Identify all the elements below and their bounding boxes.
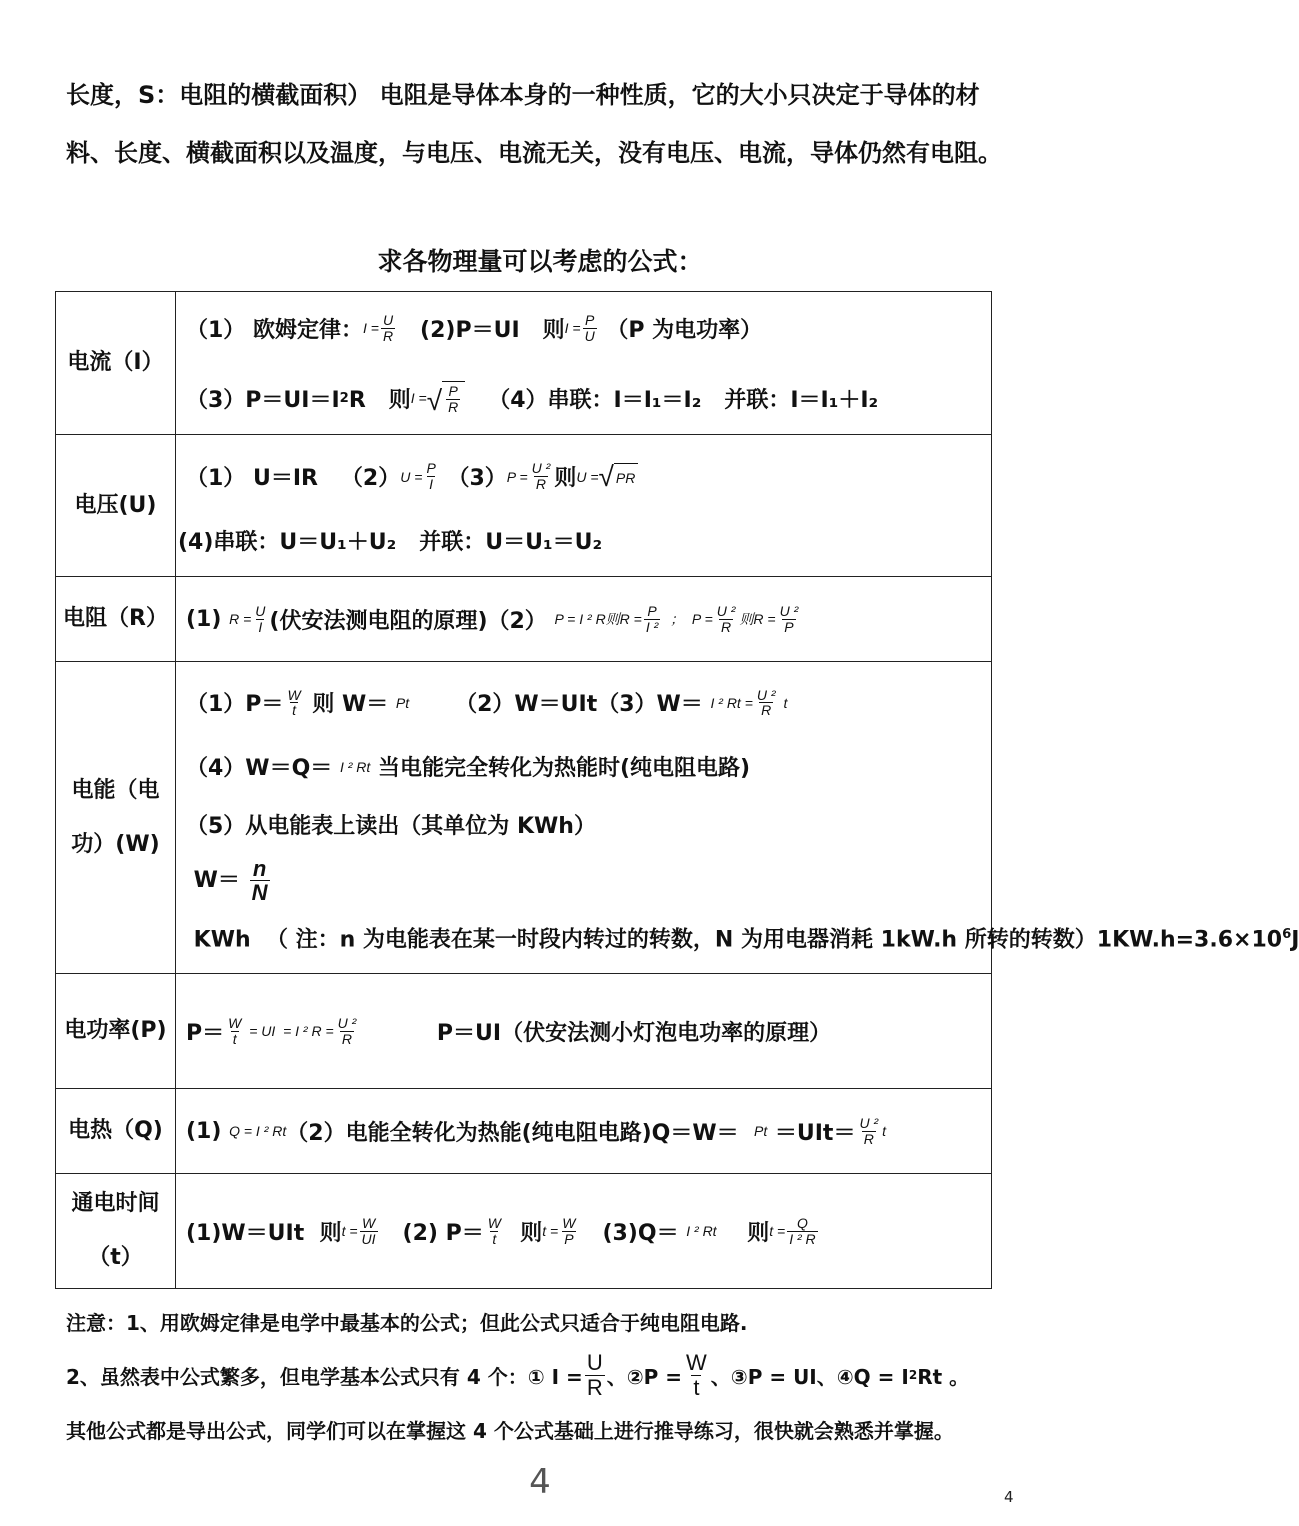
formula-text: （5）从电能表上读出（其单位为 KWh） — [186, 814, 596, 840]
numerator: n — [252, 856, 267, 882]
denominator: U — [584, 327, 595, 344]
formula-text: I = — [564, 320, 581, 336]
denominator: I ² — [645, 618, 659, 635]
radicand: PR — [614, 463, 638, 491]
radical-sign: √ — [598, 460, 614, 492]
formula-line — [186, 996, 991, 1066]
row-header-time: 通电时间（t） — [56, 1174, 176, 1289]
formula-text: （1） U＝IR （2） — [186, 466, 401, 491]
formula-text: （2）电能全转化为热能(纯电阻电路)Q＝W＝ — [286, 1120, 754, 1146]
row-content-voltage — [176, 435, 992, 577]
row-content-energy — [176, 662, 1299, 974]
formula-line — [186, 854, 1299, 967]
formula-text: (3)Q＝ — [579, 1220, 687, 1246]
formula-text: (2)P＝UI 则 — [397, 317, 565, 343]
formula-text: J — [1291, 927, 1299, 953]
row-header-current: 电流（I） — [56, 292, 176, 435]
fraction — [226, 1016, 243, 1046]
fraction — [787, 1216, 817, 1246]
numerator: U ² — [779, 602, 799, 619]
formula-text: = UI = I ² R = — [245, 1023, 334, 1039]
denominator: t — [232, 1030, 237, 1047]
fraction — [381, 313, 395, 343]
numerator: W — [287, 686, 301, 703]
fraction — [285, 688, 302, 718]
numerator: U ² — [716, 602, 736, 619]
row-time — [56, 1174, 992, 1289]
formula-text: （4）串联：I＝I₁＝I₂ 并联：I＝I₁＋I₂ — [465, 387, 879, 413]
row-header-heat: 电热（Q) — [56, 1089, 176, 1174]
note-text: Rt 。 — [917, 1364, 970, 1389]
formula-text: （4）W＝Q＝ — [186, 756, 340, 782]
numerator: P — [647, 602, 657, 619]
row-content-current — [176, 292, 992, 435]
formula-text: （1） 欧姆定律： — [186, 317, 363, 343]
denominator: R — [863, 1130, 874, 1147]
row-header-power: 电功率(P) — [56, 974, 176, 1089]
formula-line — [186, 363, 991, 433]
superscript: 2 — [908, 1368, 918, 1382]
numerator: P — [584, 311, 595, 328]
note-line — [66, 1300, 1056, 1342]
intro-paragraph: 长度，S：电阻的横截面积） 电阻是导体本身的一种性质，它的大小只决定于导体的材料、长度、横截面积以及温度，与电压、电流无关，没有电压、电流，导体仍然有电阻。 — [66, 81, 1002, 167]
row-power — [56, 974, 992, 1089]
formula-text: (2) P＝ — [379, 1220, 484, 1246]
formula-text: t — [779, 694, 788, 711]
formula-text: Pt — [753, 1123, 768, 1139]
formula-text: KWh （ 注：n 为电能表在某一时段内转过的转数，N 为用电器消耗 1kW.h 所转的转数）1KW.h=3.6×10 — [186, 927, 1283, 953]
formula-text: P = I ² R则R = — [554, 611, 642, 627]
fraction — [684, 1351, 709, 1398]
note-line — [66, 1342, 1056, 1408]
fraction — [253, 604, 267, 634]
numerator: W — [487, 1214, 501, 1231]
formula-text: (1)W＝UIt 则 — [186, 1220, 342, 1246]
row-header-voltage: 电压(U) — [56, 435, 176, 577]
numerator: U — [255, 602, 266, 619]
fraction — [446, 384, 460, 414]
formula-text: U = — [400, 468, 423, 485]
denominator: UI — [361, 1230, 376, 1247]
formula-text: I ² Rt — [686, 1223, 717, 1239]
numerator: U ² — [337, 1014, 357, 1031]
formula-text: P = — [506, 468, 528, 485]
formula-text: (伏安法测电阻的原理)（2） — [269, 608, 555, 634]
numerator: U ² — [531, 460, 551, 477]
row-content-time — [176, 1174, 992, 1289]
numerator: P — [448, 383, 458, 400]
formula-text: 则 — [554, 466, 577, 491]
fraction — [560, 1216, 577, 1246]
numerator: P — [426, 460, 436, 477]
square-root — [598, 460, 639, 492]
numerator: U ² — [756, 686, 776, 703]
formula-text: (1) — [186, 606, 230, 632]
formula-line — [186, 293, 991, 363]
numerator: Q — [796, 1214, 808, 1231]
radical-sign: √ — [426, 384, 443, 416]
formula-table — [55, 291, 1299, 1289]
fraction — [857, 1116, 880, 1146]
note-text: 其他公式都是导出公式，同学们可以在掌握这 4 个公式基础上进行推导练习，很快就会熟悉并掌握。 — [66, 1418, 954, 1443]
denominator: R — [382, 327, 394, 344]
formula-text: 则 W＝ — [304, 692, 396, 718]
denominator: R — [586, 1374, 603, 1400]
formula-text: t = — [542, 1223, 559, 1239]
section-title: 求各物理量可以考虑的公式： — [377, 247, 703, 276]
fraction — [360, 1216, 378, 1246]
square-root — [427, 381, 466, 414]
denominator: R — [761, 702, 772, 719]
formula-text: t = — [341, 1223, 358, 1239]
fraction — [778, 604, 801, 634]
numerator: W — [562, 1214, 576, 1231]
formula-line — [186, 1096, 991, 1166]
row-heat — [56, 1089, 992, 1174]
formula-text: （P 为电功率） — [598, 317, 763, 343]
row-resistance — [56, 577, 992, 662]
numerator: U — [382, 311, 394, 328]
formula-line — [186, 738, 991, 796]
formula-text: W＝ — [186, 867, 240, 893]
fraction — [715, 604, 738, 634]
page-number: 4 — [529, 1462, 551, 1502]
formula-text: R = — [229, 611, 252, 627]
numerator: W — [361, 1214, 376, 1231]
formula-text: (4)串联：U＝U₁＋U₂ 并联：U＝U₁＝U₂ — [178, 530, 603, 555]
row-header-resistance: 电阻（R） — [56, 577, 176, 662]
formula-line — [186, 668, 991, 738]
formula-text: ＝UIt＝ — [767, 1120, 856, 1146]
note-text: 2、虽然表中公式繁多，但电学基本公式只有 4 个：① I = — [66, 1364, 583, 1389]
fraction — [585, 1351, 605, 1398]
formula-text: (1) — [186, 1118, 230, 1144]
row-header-energy: 电能（电功）(W) — [56, 662, 176, 974]
formula-text: （3） — [439, 466, 507, 491]
row-voltage — [56, 435, 992, 577]
denominator: N — [251, 880, 268, 906]
denominator: P — [564, 1230, 574, 1247]
formula-text: （2）W＝UIt（3）W＝ — [409, 692, 711, 718]
note-text: 、②P = — [606, 1364, 683, 1389]
denominator: R — [721, 618, 732, 635]
formula-text: Pt — [395, 694, 410, 711]
denominator: t — [693, 1374, 700, 1400]
denominator: R — [448, 399, 459, 415]
formula-text: I = — [362, 320, 379, 336]
fraction — [530, 461, 553, 491]
notes — [66, 1300, 1056, 1450]
formula-line — [186, 584, 991, 654]
denominator: I ² R — [789, 1230, 816, 1247]
row-content-heat — [176, 1089, 992, 1174]
fraction — [250, 857, 270, 904]
formula-text: U = — [576, 468, 599, 485]
formula-text: I = — [410, 390, 427, 406]
fraction — [583, 313, 597, 343]
formula-text: （3）P＝UI＝I — [186, 387, 340, 413]
formula-text: P＝ — [186, 1020, 225, 1046]
formula-text: 则R = — [739, 611, 776, 627]
numerator: U — [586, 1350, 603, 1376]
denominator: R — [535, 476, 547, 492]
formula-text: 则 — [716, 1220, 770, 1246]
denominator: t — [492, 1230, 497, 1247]
formula-line — [178, 512, 991, 570]
formula-text: t = — [769, 1223, 786, 1239]
row-energy — [56, 662, 992, 974]
denominator: R — [341, 1030, 353, 1047]
fraction — [755, 688, 778, 718]
superscript: 2 — [339, 390, 349, 406]
formula-text: I ² Rt = — [710, 694, 753, 711]
formula-line — [186, 1196, 991, 1266]
denominator: I — [258, 618, 263, 635]
superscript: 6 — [1282, 926, 1292, 942]
row-content-resistance — [176, 577, 992, 662]
row-current — [56, 292, 992, 435]
fraction — [644, 604, 660, 634]
formula-text: ； P = — [662, 611, 713, 627]
denominator: I — [429, 476, 434, 492]
formula-text: Q = I ² Rt — [229, 1123, 287, 1139]
note-line — [66, 1408, 1056, 1450]
note-text: 、③P = UI、④Q = I — [710, 1364, 909, 1389]
row-content-power — [176, 974, 992, 1089]
formula-text: I ² Rt — [339, 758, 371, 775]
note-text: 注意：1、用欧姆定律是电学中最基本的公式；但此公式只适合于纯电阻电路. — [66, 1310, 748, 1335]
numerator: U ² — [859, 1114, 879, 1131]
fraction — [486, 1216, 503, 1246]
fraction — [336, 1016, 359, 1046]
denominator: t — [292, 702, 296, 719]
formula-line — [186, 442, 991, 512]
formula-text: P＝UI（伏安法测小灯泡电功率的原理） — [360, 1020, 832, 1046]
formula-text: t — [882, 1123, 887, 1139]
numerator: W — [228, 1014, 242, 1031]
formula-text: 当电能完全转化为热能时(纯电阻电路) — [370, 756, 751, 782]
formula-line — [186, 796, 991, 854]
formula-text: （1）P＝ — [186, 692, 284, 718]
page-number-corner: 4 — [1004, 1488, 1014, 1506]
formula-text: 则 — [504, 1220, 543, 1246]
fraction — [424, 461, 437, 491]
denominator: P — [784, 618, 794, 635]
numerator: W — [686, 1350, 707, 1376]
formula-text: R 则 — [348, 387, 411, 413]
